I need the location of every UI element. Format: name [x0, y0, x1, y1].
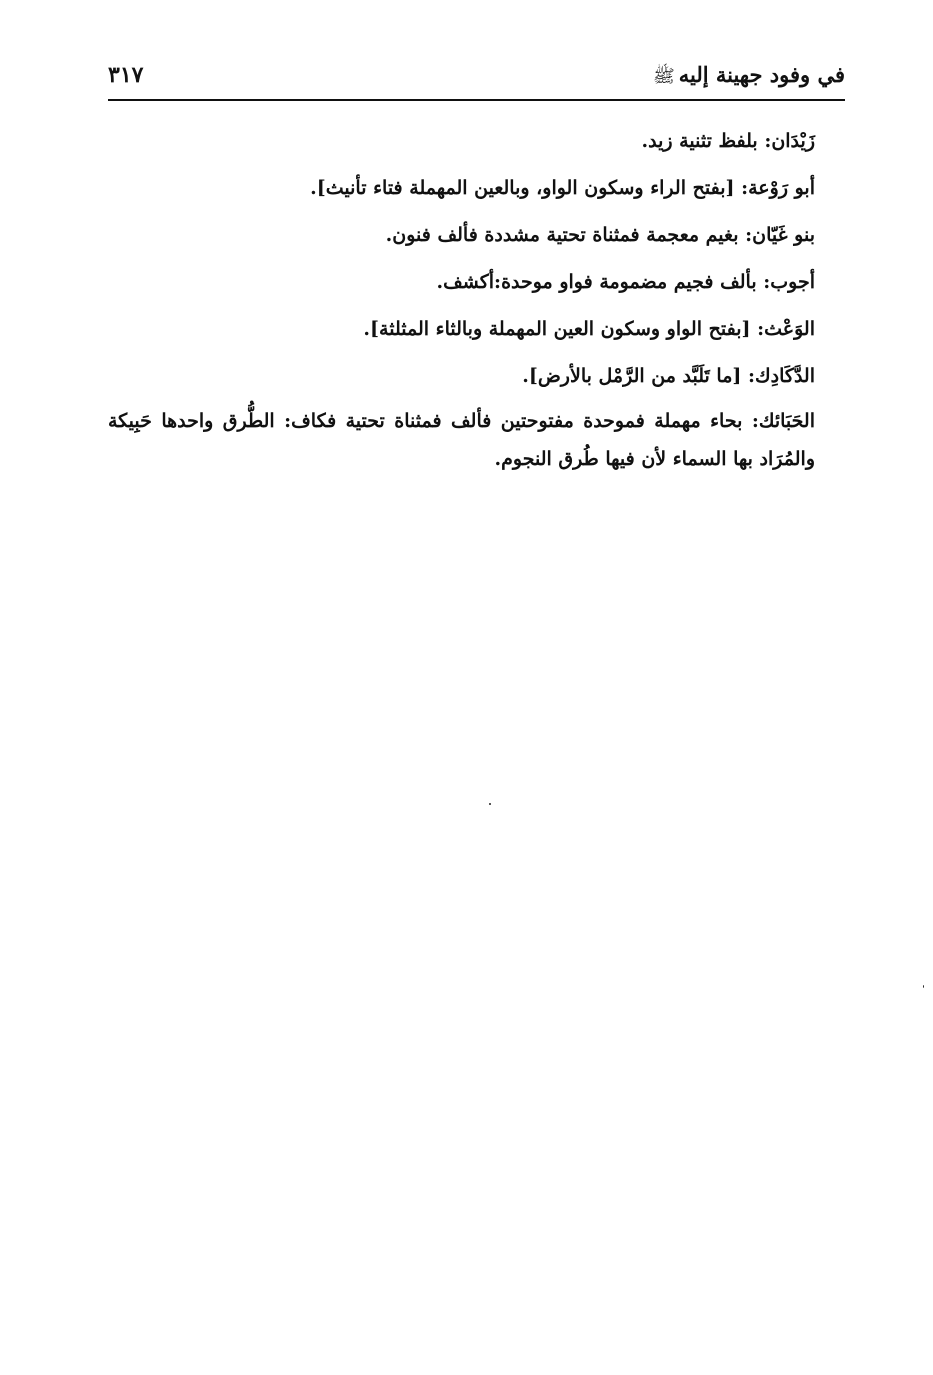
entry-term: الوَعْث:	[757, 318, 815, 340]
page-number: ٣١٧	[108, 62, 144, 88]
glossary-entry	[108, 353, 845, 400]
entry-text: بألف فجيم مضمومة فواو موحدة:أكشف.	[436, 271, 764, 293]
entry-text: [بفتح الراء وسكون الواو، وبالعين المهملة فتاء تأنيث].	[310, 177, 742, 199]
glossary-entry	[108, 402, 845, 478]
entry-term: الدَّكَادِك:	[747, 365, 815, 387]
salutation-glyph: ﷺ	[652, 66, 675, 87]
entry-term: الحَبَائك:	[751, 410, 815, 432]
glossary-entry	[108, 165, 845, 212]
entry-text: بحاء مهملة فموحدة مفتوحتين فألف فمثناة تحتية فكاف: الطُّرق واحدها حَبِيكة والمُرَاد بها السماء لأن فيها طُرق النجوم.	[108, 410, 815, 470]
entry-text: بلفظ تثنية زيد.	[641, 130, 765, 152]
running-head	[653, 62, 845, 91]
running-head-text: في وفود جهينة إليه	[678, 62, 845, 87]
header-rule	[108, 99, 845, 101]
scan-speck	[489, 803, 491, 805]
entry-text: [بفتح الواو وسكون العين المهملة وبالثاء المثلثة].	[363, 318, 758, 340]
glossary-entry	[108, 259, 845, 306]
glossary-body	[108, 118, 845, 478]
page-header	[108, 58, 845, 98]
scan-speck	[923, 985, 924, 988]
entry-term: أبو رَوْعة:	[741, 177, 815, 199]
glossary-entry	[108, 118, 845, 165]
entry-term: زَيْدَان:	[764, 130, 815, 152]
entry-term: بنو غَيّان:	[745, 224, 815, 246]
glossary-entry	[108, 306, 845, 353]
entry-text: [ما تَلَبَّد من الرَّمْل بالأرض].	[522, 365, 748, 387]
entry-term: أجوب:	[763, 271, 815, 293]
glossary-entry	[108, 212, 845, 259]
entry-text: بغيم معجمة فمثناة تحتية مشددة فألف فنون.	[385, 224, 746, 246]
